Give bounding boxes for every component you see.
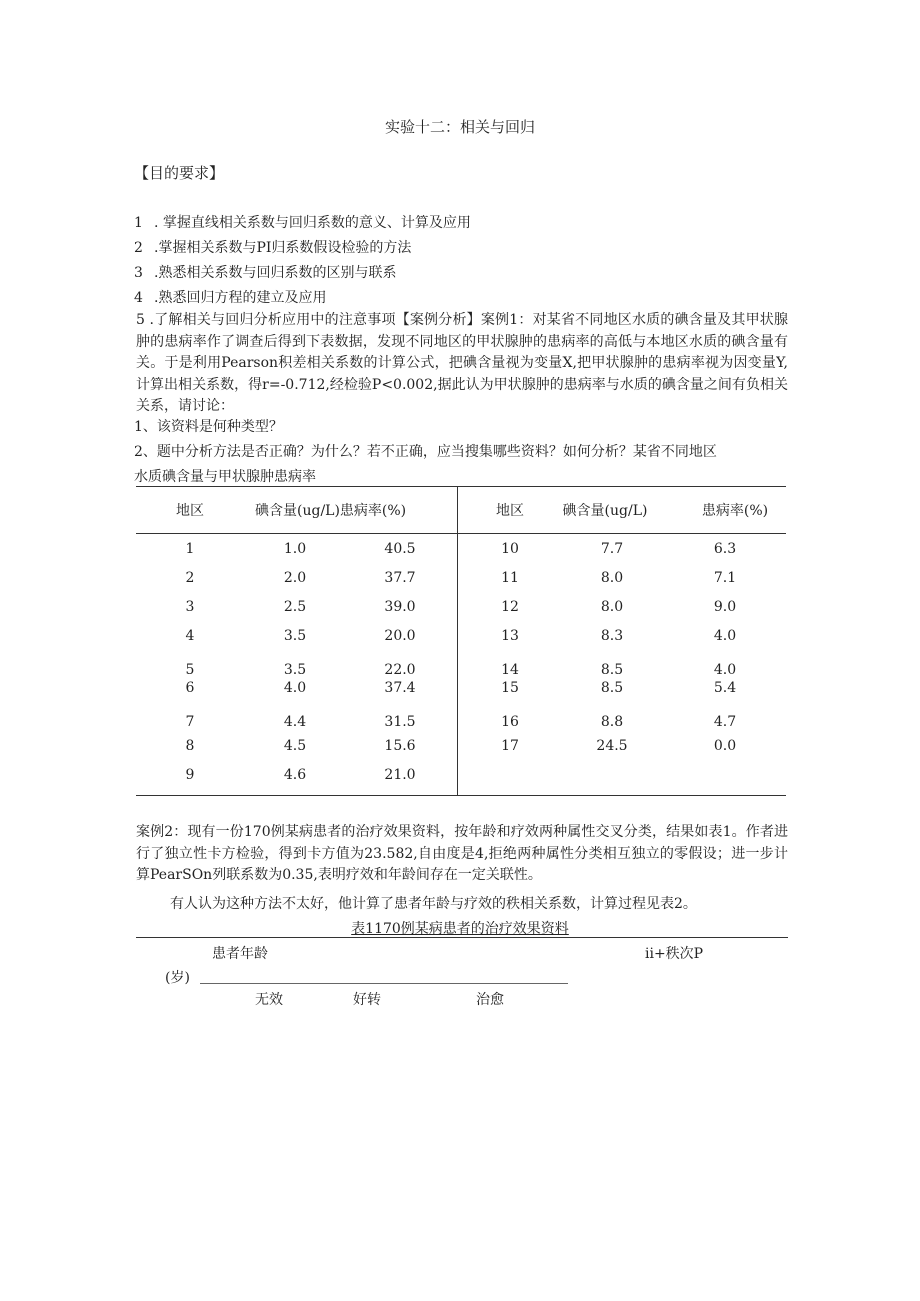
table2-rank-header: ii+秩次P <box>645 946 704 962</box>
table-cell: 17 <box>501 738 519 754</box>
table-cell: 37.4 <box>384 680 416 696</box>
table-cell: 6.3 <box>713 541 737 557</box>
page-title: 实验十二：相关与回归 <box>384 118 535 136</box>
table2-age-unit: (岁) <box>165 970 190 986</box>
table-cell: 22.0 <box>384 662 416 678</box>
case1-question-1: 1、该资料是何种类型？ <box>134 419 283 435</box>
table-cell: 39.0 <box>384 599 416 615</box>
table-cell: 10 <box>501 541 519 557</box>
table-cell: 37.7 <box>384 570 416 586</box>
table-cell: 24.5 <box>596 738 628 754</box>
table-cell: 4.5 <box>283 738 307 754</box>
table1-top-rule <box>136 486 786 487</box>
table-cell: 9 <box>185 767 195 783</box>
table-cell: 2 <box>185 570 195 586</box>
table-cell: 7 <box>185 714 195 730</box>
objectives-heading: 【目的要求】 <box>134 164 225 182</box>
case2-paragraph-2: 有人认为这种方法不太好，他计算了患者年龄与疗效的秩相关系数，计算过程见表2。 <box>170 896 697 912</box>
table2-col-cured: 治愈 <box>476 992 504 1008</box>
table1-header-region: 地区 <box>176 503 204 519</box>
table-cell: 4.6 <box>283 767 307 783</box>
objective-item: 3 .熟悉相关系数与回归系数的区别与联系 <box>134 265 397 281</box>
table2-header-rule <box>200 983 568 984</box>
table2-col-none: 无效 <box>255 992 283 1008</box>
table2-age-header: 患者年龄 <box>212 946 268 962</box>
table-cell: 0.0 <box>713 738 737 754</box>
table-cell: 21.0 <box>384 767 416 783</box>
case1-paragraph: 5 .了解相关与回归分析应用中的注意事项【案例分析】案例1：对某省不同地区水质的碘含量及其甲状腺肿的患病率作了调查后得到下表数据，发现不同地区的甲状腺肿的患病率的高低与本地区水质的碘含量有关。于是利用Pearson积差相关系数的计算公式，把碘含量视为变量X,把甲状腺肿的患病率视为因变量Y,计算出相关系数，得r=-0.712,经检验P<0.002,据此认为甲状腺肿的患病率与水质的碘含量之间有负相关关系，请讨论： <box>136 312 788 414</box>
table1-header-iodine-rate: 碘含量(ug/L)患病率(%) <box>255 503 407 519</box>
table-cell: 15.6 <box>384 738 416 754</box>
table1-caption: 水质碘含量与甲状腺肿患病率 <box>134 469 316 485</box>
table-cell: 4 <box>185 628 195 644</box>
table-cell: 8.0 <box>600 599 624 615</box>
table-cell: 11 <box>501 570 519 586</box>
table-cell: 8.8 <box>600 714 624 730</box>
table1-header-region-right: 地区 <box>496 503 524 519</box>
objective-item: 2 .掌握相关系数与PI归系数假设检验的方法 <box>134 240 412 256</box>
table-cell: 8.0 <box>600 570 624 586</box>
table-cell: 12 <box>501 599 519 615</box>
case1-question-2: 2、题中分析方法是否正确？为什么？若不正确，应当搜集哪些资料？如何分析？某省不同地区 <box>134 444 717 460</box>
table-cell: 4.0 <box>713 662 737 678</box>
table-cell: 7.1 <box>713 570 737 586</box>
table-cell: 5 <box>185 662 195 678</box>
table-cell: 31.5 <box>384 714 416 730</box>
table-cell: 3 <box>185 599 195 615</box>
table2-top-rule <box>136 937 788 938</box>
table-cell: 4.4 <box>283 714 307 730</box>
table-cell: 20.0 <box>384 628 416 644</box>
table1-header-rate-right: 患病率(%) <box>701 503 769 519</box>
table-cell: 3.5 <box>283 628 307 644</box>
table-cell: 4.0 <box>283 680 307 696</box>
table-cell: 4.7 <box>713 714 737 730</box>
table-cell: 40.5 <box>384 541 416 557</box>
table1-divider <box>457 486 458 795</box>
table-cell: 14 <box>501 662 519 678</box>
table-cell: 8 <box>185 738 195 754</box>
table-cell: 9.0 <box>713 599 737 615</box>
table1-header-rule <box>136 533 786 534</box>
table1-header-iodine-right: 碘含量(ug/L) <box>562 503 648 519</box>
table1-bottom-rule <box>136 795 786 796</box>
table-cell: 4.0 <box>713 628 737 644</box>
table-cell: 3.5 <box>283 662 307 678</box>
table-cell: 2.0 <box>283 570 307 586</box>
case2-paragraph: 案例2：现有一份170例某病患者的治疗效果资料，按年龄和疗效两种属性交叉分类，结果如表1。作者进行了独立性卡方检验，得到卡方值为23.582,自由度是4,拒绝两种属性分类相互独立的零假设；进一步计算PearSOn列联系数为0.35,表明疗效和年龄间存在一定关联性。 <box>136 824 788 883</box>
objective-item: 1 . 掌握直线相关系数与回归系数的意义、计算及应用 <box>134 215 471 231</box>
table-cell: 16 <box>501 714 519 730</box>
table-cell: 1 <box>185 541 195 557</box>
table-cell: 1.0 <box>283 541 307 557</box>
table-cell: 15 <box>501 680 519 696</box>
table-cell: 8.3 <box>600 628 624 644</box>
table-cell: 2.5 <box>283 599 307 615</box>
objective-item: 4 .熟悉回归方程的建立及应用 <box>134 290 327 306</box>
table2-col-improved: 好转 <box>353 992 381 1008</box>
table-cell: 5.4 <box>713 680 737 696</box>
table-cell: 8.5 <box>600 680 624 696</box>
table2-caption: 表1170例某病患者的治疗效果资料 <box>351 921 569 937</box>
table-cell: 8.5 <box>600 662 624 678</box>
table-cell: 7.7 <box>600 541 624 557</box>
table-cell: 6 <box>185 680 195 696</box>
table-cell: 13 <box>501 628 519 644</box>
